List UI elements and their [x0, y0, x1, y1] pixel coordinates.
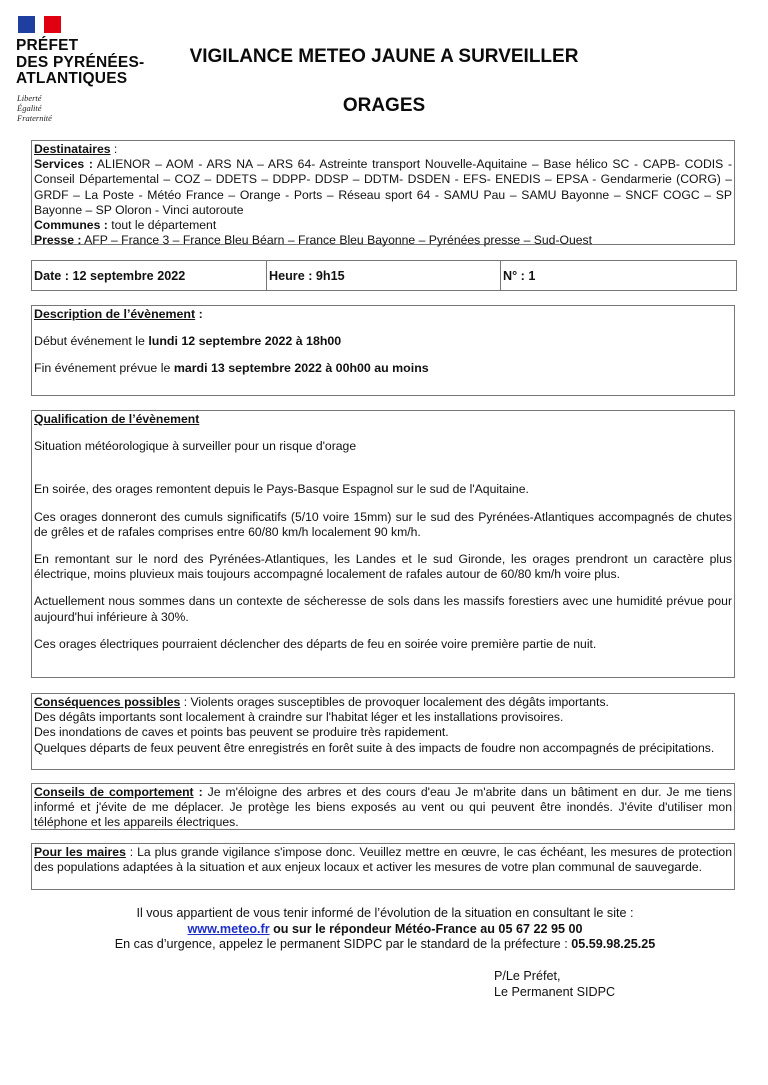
consequence-line: Des dégâts importants sont localement à craindre sur l'habitat léger et les installations provisoires.: [34, 710, 564, 725]
advice-heading-suffix: :: [193, 785, 203, 799]
logo-line-3: ATLANTIQUES: [16, 70, 128, 87]
event-end-prefix: Fin événement prévue le: [34, 361, 174, 376]
presse-text: AFP – France 3 – France Bleu Béarn – France Bleu Bayonne – Pyrénées presse – Sud-Ouest: [81, 233, 593, 248]
mayors-heading: Pour les maires: [34, 845, 126, 859]
page-subtitle: ORAGES: [342, 95, 426, 116]
motto-liberte: Liberté: [17, 93, 42, 103]
consequence-line: Des inondations de caves et points bas peuvent se produire très rapidement.: [34, 725, 449, 740]
logo-line-1: PRÉFET: [16, 37, 79, 54]
event-start-prefix: Début événement le: [34, 334, 149, 349]
description-heading-suffix: :: [195, 307, 203, 321]
event-start-value: lundi 12 septembre 2022 à 18h00: [148, 334, 342, 349]
advice-box: [31, 783, 735, 830]
emergency-phone: 05.59.98.25.25: [571, 937, 656, 951]
qualification-box: [31, 410, 735, 678]
qualification-paragraph: En remontant sur le nord des Pyrénées-Atlantiques, les Landes et le sud Gironde, les orages prendront un caractère plus électrique, moins pluvieux mais toujours accompagné localement de rafales autour de 60/80 km/h voire plus.: [34, 552, 732, 582]
description-heading: Description de l’évènement: [34, 307, 196, 321]
description-box: [31, 305, 735, 396]
emergency-text: En cas d’urgence, appelez le permanent SIDPC par le standard de la préfecture :: [114, 937, 572, 951]
consequence-line: Quelques départs de feux peuvent être enregistrés en forêt suite à des impacts de foudre non accompagnés de précipitations.: [34, 740, 715, 755]
mayors-box: [31, 843, 735, 890]
republic-motto: [17, 93, 52, 123]
qualification-paragraph: Ces orages donneront des cumuls significatifs (5/10 voire 15mm) sur le sud des Pyrénées-Atlantiques accompagnés de chutes de grêles et de rafales comprises entre 60/80 km/h localement 90 km/h.: [34, 509, 732, 539]
consequences-heading: Conséquences possibles: [34, 695, 181, 709]
bulletin-meta-table: [31, 260, 737, 291]
recipients-heading-suffix: :: [110, 142, 118, 156]
mayors-text: : La plus grande vigilance s'impose donc. Veuillez mettre en œuvre, le cas échéant, les mesures de protection des populations adaptées à la situation et aux enjeux locaux et activer les mesures de votre plan communal de sauvegarde.: [34, 845, 732, 875]
meteo-france-link[interactable]: www.meteo.fr: [187, 921, 270, 936]
consequences-box: [31, 693, 735, 770]
motto-egalite: Égalité: [17, 103, 42, 113]
presse-label: Presse :: [34, 233, 82, 248]
french-flag-marianne-icon: [18, 16, 61, 33]
footer-line-1: Il vous appartient de vous tenir informé de l’évolution de la situation en consultant le site :: [136, 906, 634, 920]
consequences-first-line: : Violents orages susceptibles de provoquer localement des dégâts importants.: [180, 695, 609, 709]
qualification-heading: Qualification de l’évènement: [34, 412, 200, 426]
time-cell: Heure : 9h15: [267, 261, 501, 290]
recipients-box: [31, 140, 735, 248]
footer-info: [60, 906, 710, 953]
page-title: VIGILANCE METEO JAUNE A SURVEILLER: [189, 46, 579, 67]
signature-line-2: Le Permanent SIDPC: [494, 985, 616, 999]
signature-line-1: P/Le Préfet,: [494, 969, 561, 983]
motto-fraternite: Fraternité: [17, 113, 52, 123]
communes-label: Communes :: [34, 218, 108, 233]
qualification-paragraph: Situation météorologique à surveiller pour un risque d'orage: [34, 439, 357, 454]
number-cell: N° : 1: [503, 268, 536, 283]
event-end: [34, 361, 732, 376]
date-cell: Date : 12 septembre 2022: [32, 261, 267, 290]
advice-text: Je m'éloigne des arbres et des cours d'eau Je m'abrite dans un bâtiment en dur. Je me tiens informé et j'évite de me déplacer. Je protège les biens exposés au vent ou qui peuvent être inondés. J'évite d'utiliser mon téléphone et les appareils électriques.: [34, 785, 732, 830]
meteo-france-phone-text: ou sur le répondeur Météo-France au 05 67 22 95 00: [269, 921, 583, 936]
communes-text: tout le département: [107, 218, 217, 233]
logo-line-2: DES PYRÉNÉES-: [16, 53, 145, 71]
event-start: [34, 334, 732, 349]
advice-heading: Conseils de comportement: [34, 785, 194, 799]
signature: [494, 968, 615, 1000]
recipients-heading: Destinataires: [34, 142, 111, 156]
event-end-value: mardi 13 septembre 2022 à 00h00 au moins: [173, 361, 429, 376]
qualification-paragraph: En soirée, des orages remontent depuis le Pays-Basque Espagnol sur le sud de l'Aquitaine.: [34, 482, 529, 497]
prefecture-logo-text: [16, 38, 144, 88]
services-text: ALIENOR – AOM - ARS NA – ARS 64- Astreinte transport Nouvelle-Aquitaine – Base hélico SC - CAPB- CODIS - Conseil Départemental – COZ – DDETS – DDPP- DDSP – DDTM- DSDEN - EFS- ENEDIS – EPSA - Gendarmerie (CORG) – GRDF – La Poste - Météo France – Orange - Ports – Réseau sport 64 - SAMU Pau – SAMU Bayonne – SNCF COGC – SP Bayonne – SP Oloron - Vinci autoroute: [34, 157, 733, 217]
qualification-paragraph: Actuellement nous sommes dans un contexte de sécheresse de sols dans les massifs forestiers avec une humidité prévue pour aujourd'hui inférieure à 30%.: [34, 594, 732, 624]
qualification-paragraph: Ces orages électriques pourraient déclencher des départs de feu en soirée voire première partie de nuit.: [34, 636, 597, 651]
services-label: Services :: [34, 157, 93, 172]
